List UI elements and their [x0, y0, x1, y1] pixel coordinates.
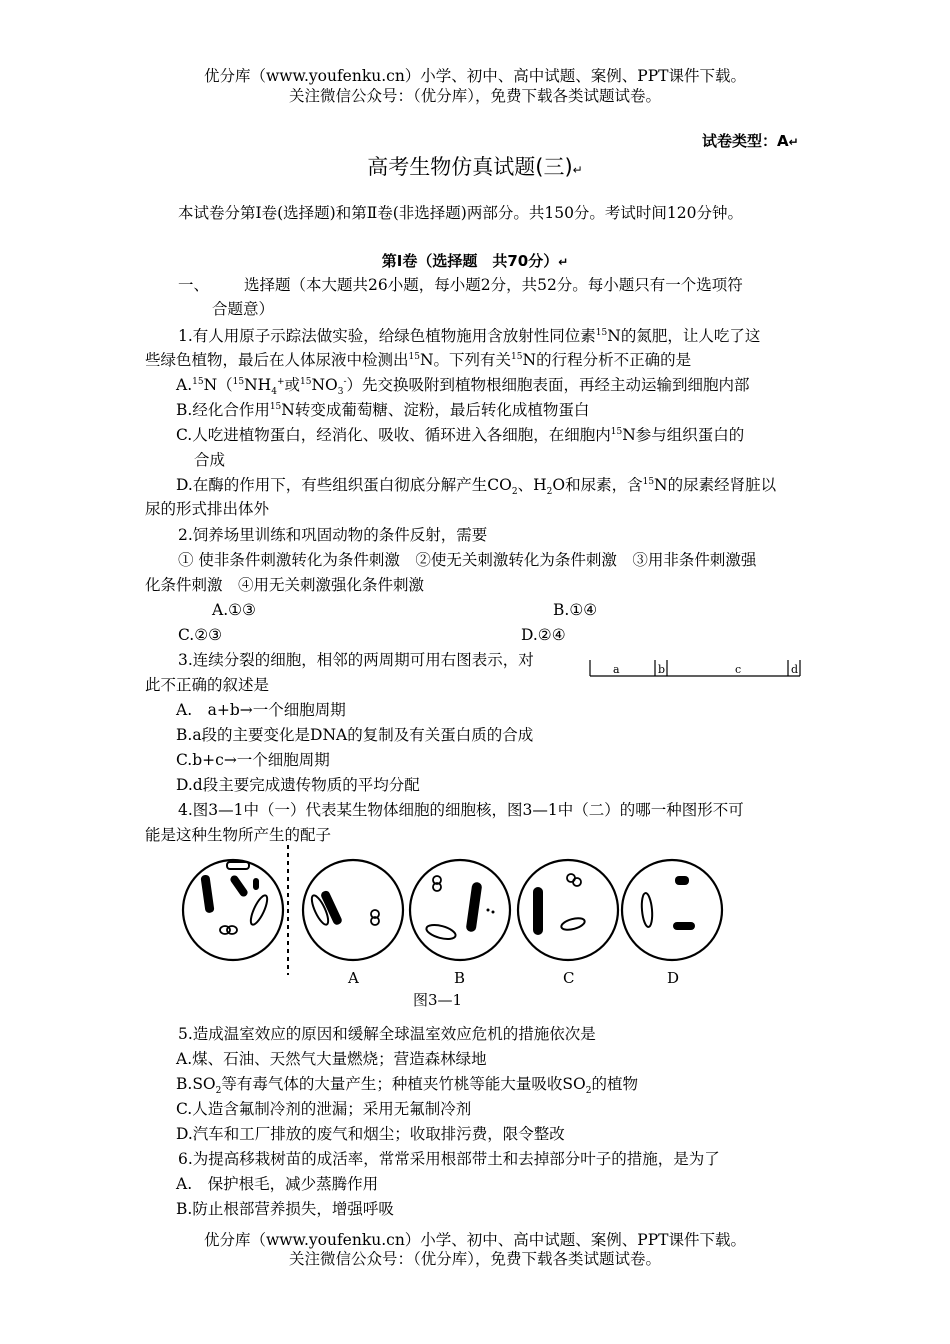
- q2-option-c: C.②③: [178, 626, 223, 644]
- return-mark-icon: ↵: [572, 163, 583, 177]
- q6-option-b: B.防止根部营养损失，增强呼吸: [176, 1200, 394, 1218]
- q1-option-b: B.经化合作用$^{15}$N转变成葡萄糖、淀粉，最后转化成植物蛋白: [176, 401, 590, 419]
- figure-label-a: A: [348, 969, 359, 987]
- part1-title: 第Ⅰ卷（选择题 共70分）↵: [381, 252, 569, 270]
- q5-stem: 5.造成温室效应的原因和缓解全球温室效应危机的措施依次是: [178, 1025, 596, 1043]
- q2-option-a: A.①③: [212, 601, 256, 619]
- gamete-c: [518, 860, 618, 960]
- gamete-a: [303, 860, 403, 960]
- return-mark-icon: ↵: [788, 135, 799, 149]
- q3-option-d: D.d段主要完成遗传物质的平均分配: [176, 776, 420, 794]
- segment-d-label: d: [791, 663, 799, 676]
- q2-items-line-2: 化条件刺激 ④用无关刺激强化条件刺激: [145, 576, 425, 594]
- q2-stem: 2.饲养场里训练和巩固动物的条件反射，需要: [178, 526, 488, 544]
- q5-option-b: $B.SO_2$等有毒气体的大量产生；种植夹竹桃等能大量吸收$SO_2$的植物: [176, 1075, 638, 1097]
- q1-stem-line-2: 些绿色植物，最后在人体尿液中检测出$^{15}$N。下列有关$^{15}$N的行程分析不正确的是: [145, 351, 692, 369]
- q3-stem-line-2: 此不正确的叙述是: [145, 676, 270, 694]
- header-line-2: 关注微信公众号：（优分库），免费下载各类试题试卷。: [288, 87, 661, 105]
- q1-option-c-cont: 合成: [194, 451, 226, 469]
- q6-stem: 6.为提高移栽树苗的成活率，常常采用根部带土和去掉部分叶子的措施，是为了: [178, 1150, 720, 1168]
- segment-a-label: a: [613, 663, 620, 676]
- cell-cycle-diagram: [585, 654, 805, 682]
- q5-option-d: D.汽车和工厂排放的废气和烟尘；收取排污费，限令整改: [176, 1125, 565, 1143]
- q5-option-c: C.人造含氟制冷剂的泄漏；采用无氟制冷剂: [176, 1100, 472, 1118]
- q5-option-a: A.煤、石油、天然气大量燃烧；营造森林绿地: [176, 1050, 487, 1068]
- q3-option-a: A. a+b→一个细胞周期: [176, 701, 346, 719]
- segment-c-label: c: [735, 663, 742, 676]
- figure-label-d: D: [667, 969, 680, 987]
- somatic-cell-nucleus: [183, 860, 283, 960]
- q6-option-a: A. 保护根毛，减少蒸腾作用: [176, 1175, 379, 1193]
- q3-option-b: B.a段的主要变化是DNA的复制及有关蛋白质的合成: [176, 726, 534, 744]
- q1-option-d-cont: 尿的形式排出体外: [145, 500, 270, 518]
- return-mark-icon: ↵: [558, 255, 569, 269]
- intro-text: 本试卷分第Ⅰ卷(选择题)和第Ⅱ卷(非选择题)两部分。共150分。考试时间120分钟。: [178, 204, 744, 222]
- q1-option-d: D.在酶的作用下，有些组织蛋白彻底分解产生$CO_2$、$H_2O$和尿素，含$^{15}$N的尿素经肾脏以: [176, 476, 777, 498]
- header-line-1: 优分库（www.youfenku.cn）小学、初中、高中试题、案例、PPT课件下载。: [203, 67, 747, 85]
- section1-text-2: 合题意）: [212, 300, 275, 318]
- q1-stem-line-1: 1.有人用原子示踪法做实验，给绿色植物施用含放射性同位素$^{15}$N的氮肥，让人吃了这: [178, 327, 761, 345]
- q4-stem-line-2: 能是这种生物所产生的配子: [145, 826, 332, 844]
- q2-option-d: D.②④: [521, 626, 566, 644]
- figure-label-c: C: [563, 969, 575, 987]
- paper-type: 试卷类型：A↵: [702, 132, 799, 150]
- q1-option-a: $A.^{15}N(^{15}NH_4^+$或$^{15}NO_3^-$）先交换吸附到植物根细胞表面，再经主动运输到细胞内部: [176, 376, 750, 398]
- gamete-d: [622, 860, 722, 960]
- q1-option-c: C.人吃进植物蛋白，经消化、吸收、循环进入各细胞，在细胞内$^{15}$N参与组织蛋白的: [176, 426, 745, 444]
- section1-text-1: 选择题（本大题共26小题，每小题2分，共52分。每小题只有一个选项符: [244, 276, 743, 294]
- segment-b-label: b: [658, 663, 666, 676]
- figure-caption: 图3—1: [413, 991, 463, 1009]
- footer-line-2: 关注微信公众号：（优分库），免费下载各类试题试卷。: [288, 1250, 661, 1268]
- footer-line-1: 优分库（www.youfenku.cn）小学、初中、高中试题、案例、PPT课件下载。: [203, 1231, 747, 1249]
- figure-3-1: [175, 840, 735, 1015]
- page-title: 高考生物仿真试题(三)↵: [367, 155, 583, 179]
- gamete-b: [410, 860, 510, 960]
- figure-label-b: B: [454, 969, 466, 987]
- q3-stem-line-1: 3.连续分裂的细胞，相邻的两周期可用右图表示，对: [178, 651, 534, 669]
- q3-option-c: C.b+c→一个细胞周期: [176, 751, 330, 769]
- section1-number: 一、: [178, 276, 210, 294]
- q2-items-line-1: ① 使非条件刺激转化为条件刺激 ②使无关刺激转化为条件刺激 ③用非条件刺激强: [178, 551, 757, 569]
- q4-stem-line-1: 4.图3—1中（一）代表某生物体细胞的细胞核，图3—1中（二）的哪一种图形不可: [178, 801, 744, 819]
- q2-option-b: B.①④: [553, 601, 598, 619]
